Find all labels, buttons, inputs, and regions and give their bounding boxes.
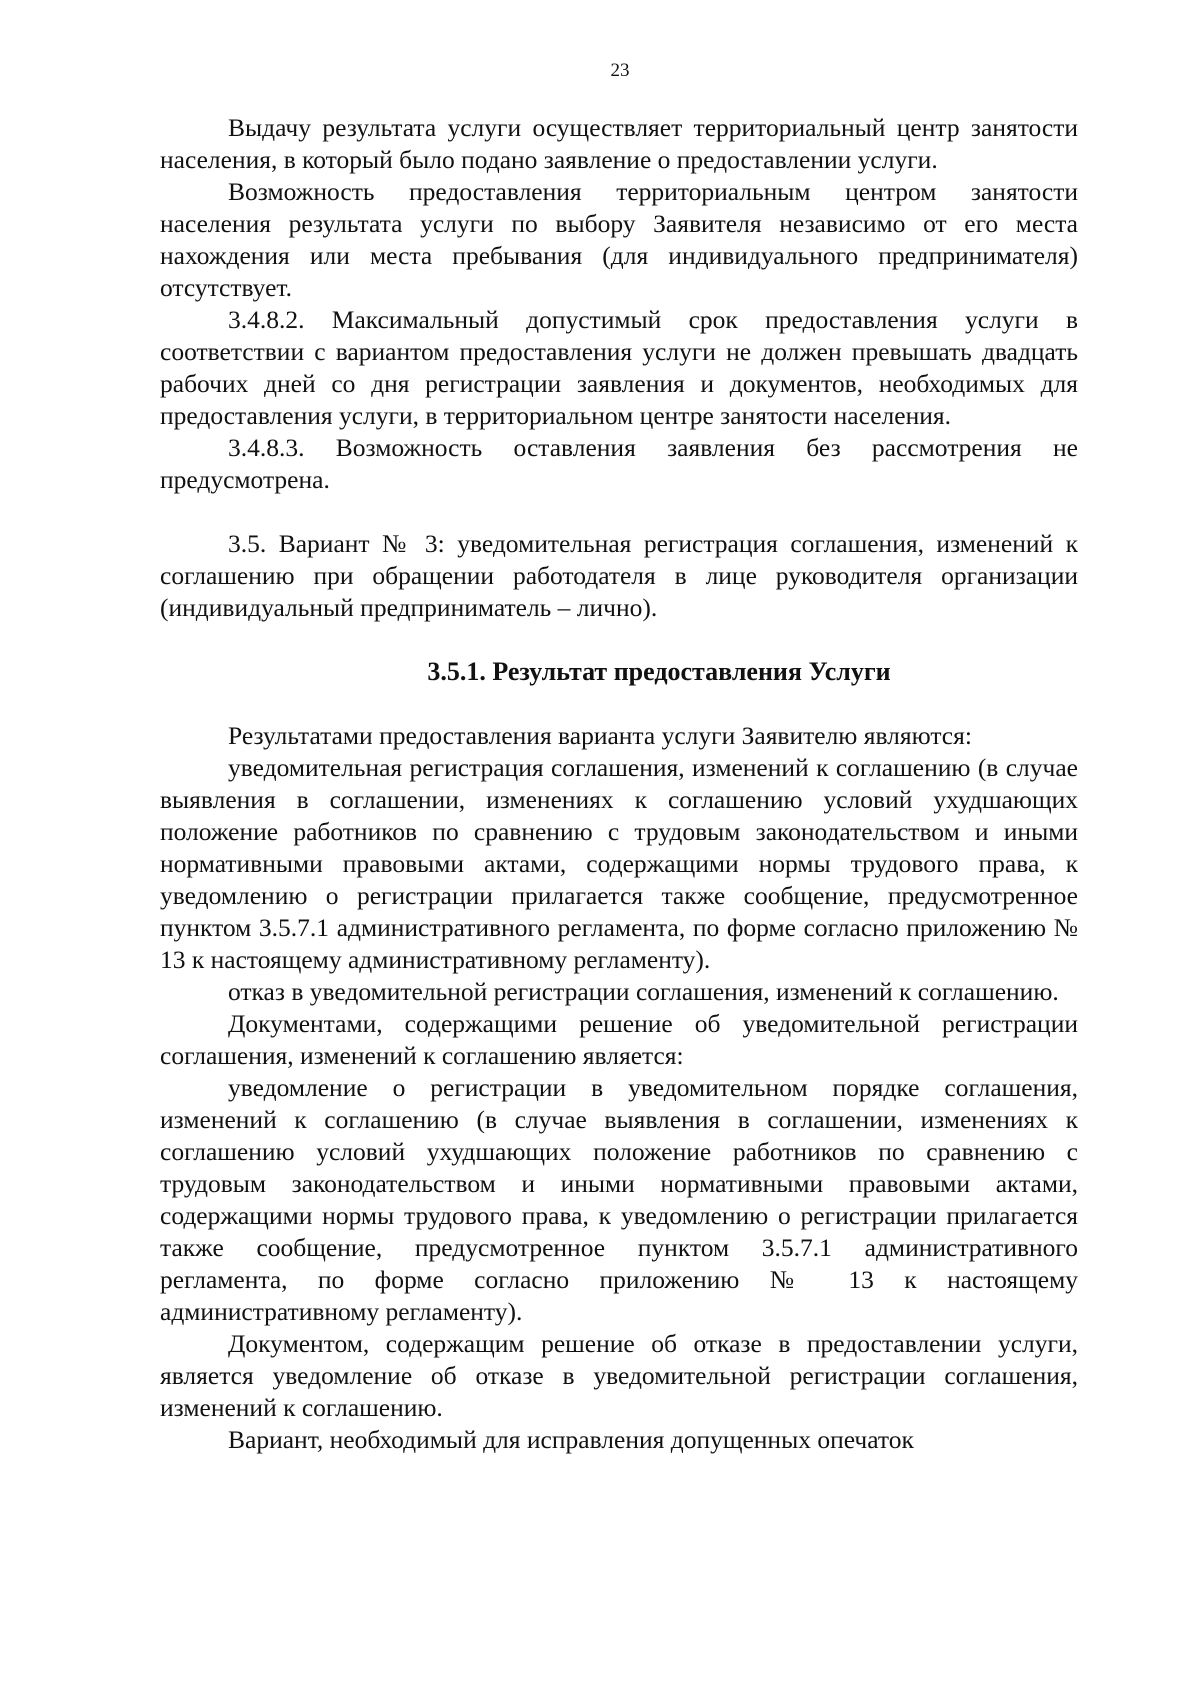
paragraph: Документом, содержащим решение об отказе в предоставлении услуги, является уведомление об отказе в уведомительной регистрации соглашения, изменений к соглашению.	[160, 1329, 1078, 1422]
paragraph: 3.4.8.2. Максимальный допустимый срок предоставления услуги в соответствии с вариантом предоставления услуги не должен превышать двадцать рабочих дней со дня регистрации заявления и документов, необходимых для предоставления услуги, в территориальном центре занятости населения.	[160, 305, 1078, 430]
page-number: 23	[610, 60, 630, 81]
paragraph: Результатами предоставления варианта услуги Заявителю являются:	[228, 721, 972, 750]
paragraph: Выдачу результата услуги осуществляет территориальный центр занятости населения, в который было подано заявление о предоставлении услуги.	[160, 113, 1078, 174]
paragraph: 3.5. Вариант № 3: уведомительная регистрация соглашения, изменений к соглашению при обращении работодателя в лице руководителя организации (индивидуальный предприниматель – лично).	[160, 529, 1078, 622]
section-heading: 3.5.1. Результат предоставления Услуги	[427, 657, 891, 686]
document-body	[160, 112, 1078, 1456]
paragraph: отказ в уведомительной регистрации соглашения, изменений к соглашению.	[228, 977, 1059, 1006]
paragraph: Документами, содержащими решение об уведомительной регистрации соглашения, изменений к соглашению является:	[160, 1009, 1078, 1070]
paragraph: уведомление о регистрации в уведомительном порядке соглашения, изменений к соглашению (в случае выявления в соглашении, изменениях к соглашению условий ухудшающих положение работников по сравнению с трудовым законодательством и иными нормативными правовыми актами, содержащими нормы трудового права, к уведомлению о регистрации прилагается также сообщение, предусмотренное пунктом 3.5.7.1 административного регламента, по форме согласно приложению № 13 к настоящему административному регламенту).	[160, 1073, 1078, 1326]
paragraph: Возможность предоставления территориальным центром занятости населения результата услуги по выбору Заявителя независимо от его места нахождения или места пребывания (для индивидуального предпринимателя) отсутствует.	[160, 177, 1078, 302]
paragraph: 3.4.8.3. Возможность оставления заявления без рассмотрения не предусмотрена.	[160, 433, 1078, 494]
paragraph: Вариант, необходимый для исправления допущенных опечаток	[228, 1425, 914, 1454]
paragraph: уведомительная регистрация соглашения, изменений к соглашению (в случае выявления в соглашении, изменениях к соглашению условий ухудшающих положение работников по сравнению с трудовым законодательством и иными нормативными правовыми актами, содержащими нормы трудового права, к уведомлению о регистрации прилагается также сообщение, предусмотренное пунктом 3.5.7.1 административного регламента, по форме согласно приложению № 13 к настоящему административному регламенту).	[160, 753, 1078, 974]
